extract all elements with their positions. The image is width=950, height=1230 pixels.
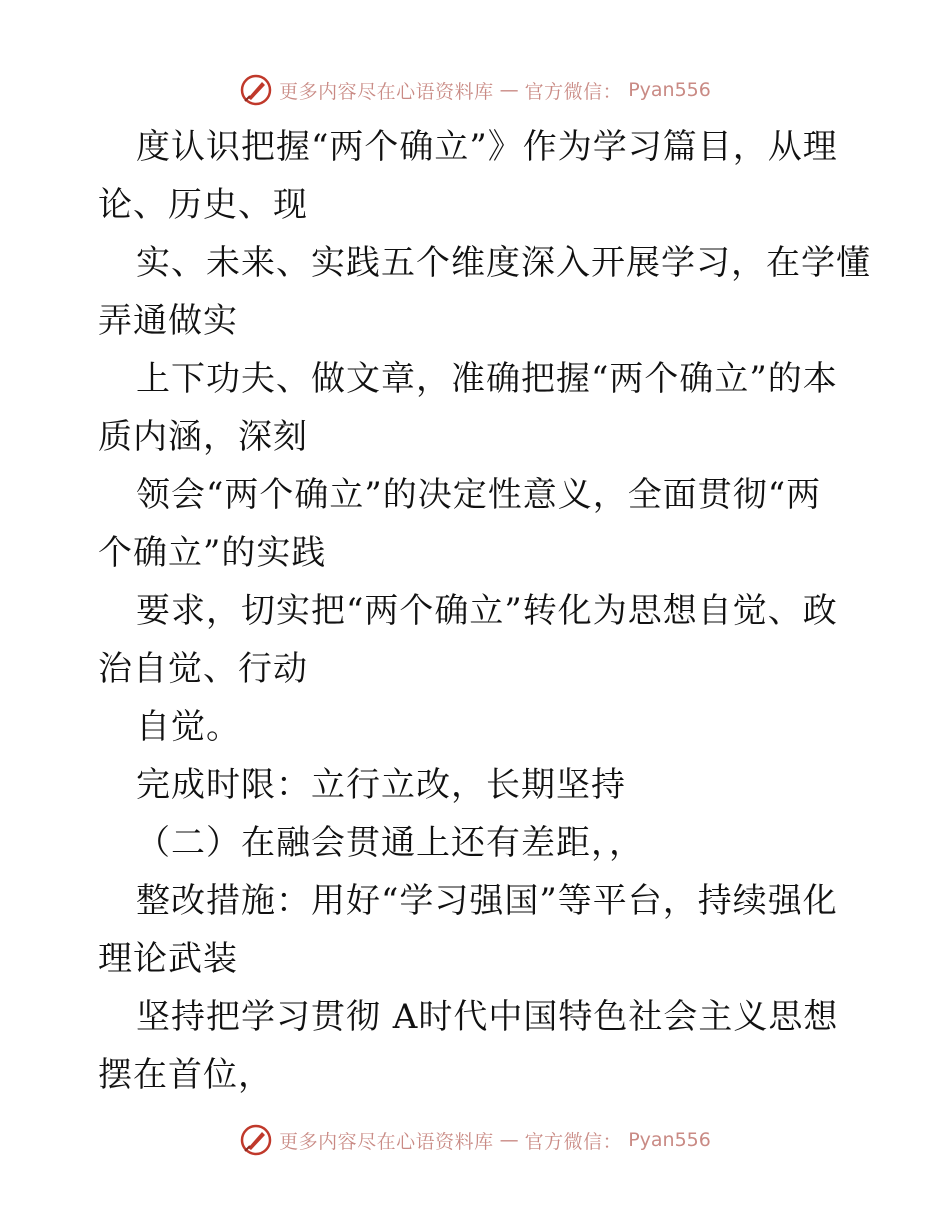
text-line: 质内涵，深刻 xyxy=(98,417,308,457)
text-line: 坚持把学习贯彻 A时代中国特色社会主义思想 xyxy=(136,997,839,1037)
text-line: 摆在首位， xyxy=(98,1055,273,1095)
quill-pen-logo-icon xyxy=(239,1123,273,1157)
footer-watermark xyxy=(0,1120,950,1160)
text-line: 个确立”的实践 xyxy=(98,533,327,573)
text-line: 自觉。 xyxy=(136,707,241,747)
watermark-wechat-id: Pyan556 xyxy=(628,79,711,101)
text-line: 理论武装 xyxy=(98,939,238,979)
quill-pen-logo-icon xyxy=(239,73,273,107)
text-line: 整改措施：用好“学习强国”等平台，持续强化 xyxy=(136,881,838,921)
section-heading: （二）在融会贯通上还有差距，， xyxy=(136,823,644,863)
text-line: 领会“两个确立”的决定性意义，全面贯彻“两 xyxy=(136,475,822,515)
text-line: 实、未来、实践五个维度深入开展学习，在学懂 xyxy=(136,243,871,283)
watermark-separator: — xyxy=(499,1129,519,1151)
text-line: 治自觉、行动 xyxy=(98,649,308,689)
watermark-official-label: 官方微信： xyxy=(524,80,623,103)
watermark-separator: — xyxy=(499,79,519,101)
text-line: 上下功夫、做文章，准确把握“两个确立”的本 xyxy=(136,359,838,399)
text-line: 要求，切实把“两个确立”转化为思想自觉、政 xyxy=(136,591,838,631)
header-watermark xyxy=(0,70,950,110)
text-line: 论、历史、现 xyxy=(98,185,308,225)
watermark-text: 更多内容尽在心语资料库 xyxy=(279,1130,494,1153)
text-line: 度认识把握“两个确立”》作为学习篇目，从理 xyxy=(136,127,838,167)
watermark-text: 更多内容尽在心语资料库 xyxy=(279,80,494,103)
text-line: 完成时限：立行立改，长期坚持 xyxy=(136,765,626,805)
text-line: 弄通做实 xyxy=(98,301,238,341)
watermark-wechat-id: Pyan556 xyxy=(628,1129,711,1151)
watermark-official-label: 官方微信： xyxy=(524,1130,623,1153)
document-body xyxy=(98,118,871,1104)
